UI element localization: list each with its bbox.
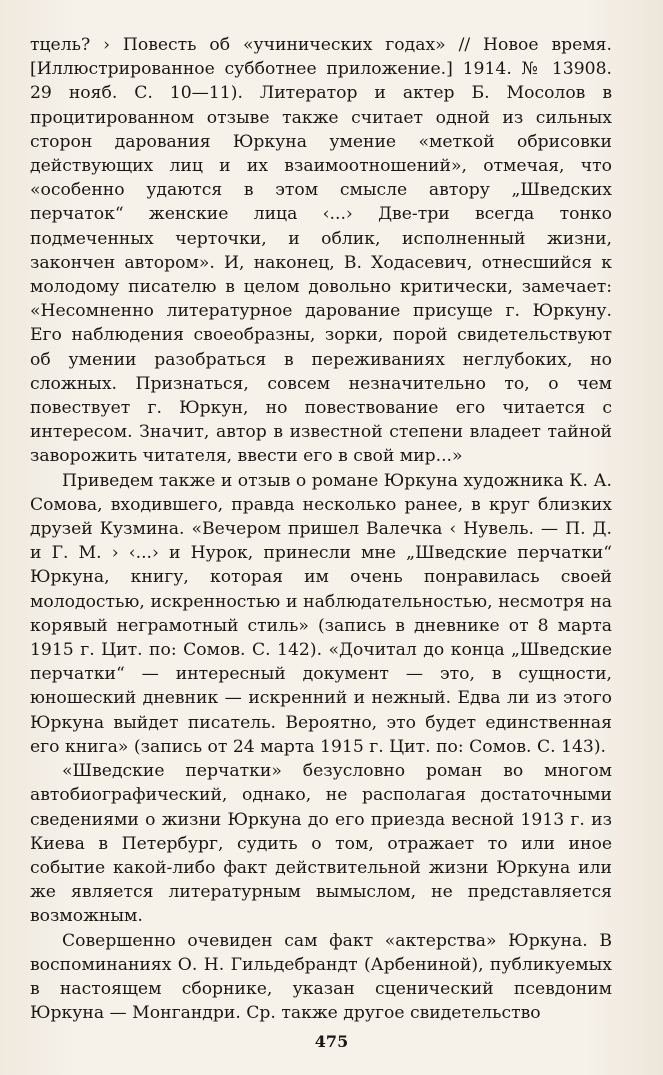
paragraph-somov-review: Приведем также и отзыв о романе Юркуна художника К. А. Сомова, входившего, правда несколько ранее, в круг близких друзей Кузмина. «Вечером пришел Валечка ‹ Нувель. — П. Д. и Г. М. › ‹...› и Нурок, принесли мне „Шведские перчатки“ Юркуна, книгу, которая им очень понравилась своей молодостью, искренностью и наблюдательностью, несмотря на корявый неграмотный стиль» (запись в дневнике от 8 марта 1915 г. Цит. по: Сомов. С. 142). «Дочитал до конца „Шведские перчатки“ — интересный документ — это, в сущности, юношеский дневник — искренний и нежный. Едва ли из этого Юркуна выйдет писатель. Вероятно, это будет единственная его книга» (запись от 24 марта 1915 г. Цит. по: Сомов. С. 143).	[30, 470, 612, 757]
paragraph-autobiographical: «Шведские перчатки» безусловно роман во многом автобиографический, однако, не располагая достаточными сведениями о жизни Юркуна до его приезда весной 1913 г. из Киева в Петербург, судить о том, отражает то или иное событие какой-либо факт действительной жизни Юркуна или же является литературным вымыслом, не представляется возможным.	[30, 761, 612, 927]
body-text	[30, 33, 612, 1025]
page-number: 475	[314, 1032, 349, 1051]
paragraph-acting: Совершенно очевиден сам факт «актерства» Юркуна. В воспоминаниях О. Н. Гильдебрандт (Арбениной), публикуемых в настоящем сборнике, указан сценический псевдоним Юркуна — Монгандри. Ср. также другое свидетельство	[30, 930, 612, 1024]
paragraph-continuation: тцель? › Повесть об «учинических годах» // Новое время. [Иллюстрированное субботнее приложение.] 1914. № 13908. 29 нояб. С. 10—11). Литератор и актер Б. Мосолов в процитированном отзыве также считает одной из сильных сторон дарования Юркуна умение «меткой обрисовки действующих лиц и их взаимоотношений», отмечая, что «особенно удаются в этом смысле автору „Шведских перчаток“ женские лица ‹...› Две-три всегда тонко подмеченных черточки, и облик, исполненный жизни, закончен автором». И, наконец, В. Ходасевич, отнесшийся к молодому писателю в целом довольно критически, замечает: «Несомненно литературное дарование присуще г. Юркуну. Его наблюдения своеобразны, зорки, порой свидетельствуют об умении разобраться в переживаниях неглубоких, но сложных. Признаться, совсем незначительно то, о чем повествует г. Юркун, но повествование его читается с интересом. Значит, автор в известной степени владеет тайной заворожить читателя, ввести его в свой мир...»	[30, 35, 612, 467]
